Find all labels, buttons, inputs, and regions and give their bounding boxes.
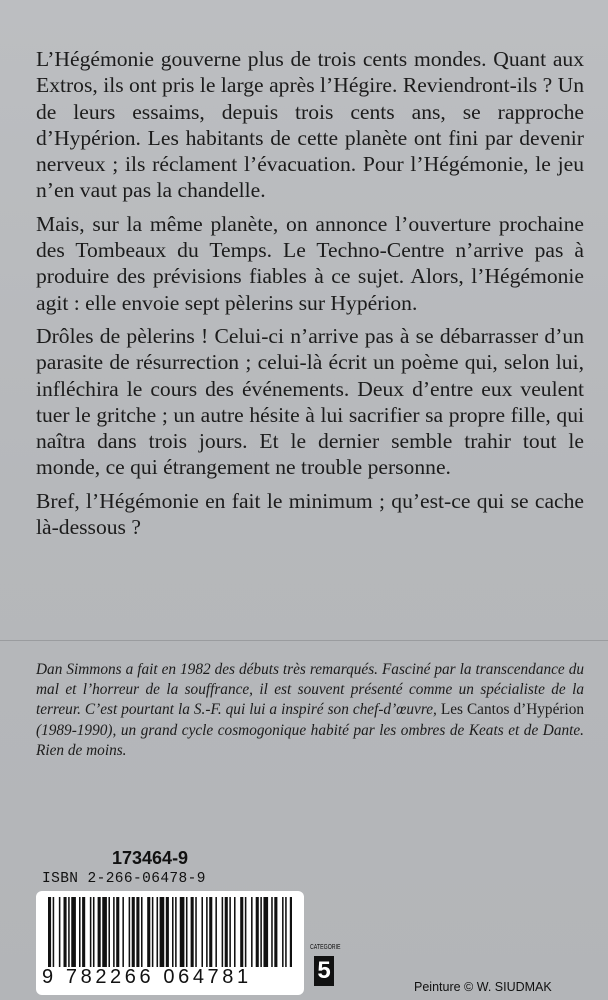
barcode-bar (245, 897, 247, 967)
barcode-label (36, 891, 304, 995)
barcode-bar (122, 897, 124, 967)
barcode-bar (98, 897, 101, 967)
barcode-bar (116, 897, 119, 967)
synopsis-paragraph-3: Drôles de pèlerins ! Celui-ci n’arrive pas à se débarrasser d’un parasite de résurrection ; celui-là écrit un poème qui, selon lui, infléchira le cours des événements. Deux d’entre eux veulent tuer le gritche ; un autre hésite à lui sacrifier sa propre fille, qui naîtra dans trois jours. Et le dernier semble trahir tout le monde, ce qui étrangement ne trouble personne. (36, 323, 584, 480)
cycle-title: Les Cantos d’Hypérion (436, 701, 584, 719)
barcode-bar (172, 897, 174, 967)
cover-art-credit: Peinture © W. SIUDMAK (414, 980, 552, 994)
barcode-bar (186, 897, 188, 967)
barcode-bar (285, 897, 287, 967)
barcode-graphic (48, 897, 292, 969)
barcode-bar (64, 897, 67, 967)
author-bio-text: Dan Simmons a fait en 1982 des débuts très remarqués. Fasciné par la transcendance du mal et l’horreur de la souffrance, il est souvent présenté comme un spécialiste de la terreur. C’est pourtant la S.-F. qui lui a inspiré son chef-d’œuvre, (36, 661, 584, 719)
barcode-bar (141, 897, 143, 967)
barcode-bar (191, 897, 194, 967)
barcode-bar (152, 897, 154, 967)
barcode-bar (68, 897, 70, 967)
section-divider (0, 640, 608, 641)
barcode-bar (53, 897, 55, 967)
barcode-bar (93, 897, 95, 967)
barcode-bar (90, 897, 92, 967)
barcode-bar (102, 897, 107, 967)
barcode-bar (222, 897, 224, 967)
barcode-bar (48, 897, 51, 967)
ean-digits: 9 782266 064781 (42, 966, 252, 988)
barcode-bar (256, 897, 259, 967)
barcode-bar (113, 897, 115, 967)
barcode-bar (271, 897, 273, 967)
category-label: CATEGORIE (310, 944, 341, 951)
barcode-bar (225, 897, 228, 967)
barcode-bar (166, 897, 169, 967)
isbn-number: ISBN 2-266-06478-9 (42, 871, 206, 887)
barcode-bar (129, 897, 131, 967)
barcode-bar (290, 897, 292, 967)
barcode-bar (209, 897, 212, 967)
barcode-bar (59, 897, 61, 967)
barcode-bar (136, 897, 139, 967)
barcode-bar (240, 897, 243, 967)
barcode-bar (229, 897, 231, 967)
synopsis-paragraph-2: Mais, sur la même planète, on annonce l’ouverture prochaine des Tombeaux du Temps. Le Techno-Centre n’arrive pas à produire des prévisions fiables à ce sujet. Alors, l’Hégémonie agit : elle envoie sept pèlerins sur Hypérion. (36, 211, 584, 315)
barcode-bar (215, 897, 217, 967)
synopsis-paragraph-4: Bref, l’Hégémonie en fait le minimum ; qu’est-ce qui se cache là-dessous ? (36, 488, 584, 540)
barcode-bar (160, 897, 165, 967)
synopsis-paragraph-1: L’Hégémonie gouverne plus de trois cents mondes. Quant aux Extros, ils ont pris le large après l’Hégire. Reviendront-ils ? Un de leurs essaims, depuis trois cents ans, se rapproche d’Hypérion. Les habitants de cette planète ont fini par devenir nerveux ; ils réclament l’évacuation. Pour l’Hégémonie, le jeu n’en vaut pas la chandelle. (36, 47, 584, 203)
barcode-bar (82, 897, 85, 967)
barcode-bar (201, 897, 203, 967)
barcode-bar (234, 897, 236, 967)
barcode-bar (206, 897, 208, 967)
barcode-bar (263, 897, 268, 967)
barcode-bar (260, 897, 262, 967)
author-bio-text-end: (1989-1990), un grand cycle cosmogonique habité par les ombres de Keats et de Dante. Rien de moins. (36, 721, 584, 759)
barcode-bar (71, 897, 76, 967)
barcode-bar (79, 897, 81, 967)
barcode-bar (195, 897, 197, 967)
barcode-bar (180, 897, 185, 967)
synopsis (36, 46, 584, 547)
barcode-bar (282, 897, 284, 967)
product-code: 173464-9 (112, 848, 189, 868)
author-bio (36, 660, 584, 761)
barcode-bar (108, 897, 110, 967)
barcode-bar (274, 897, 277, 967)
category-badge: 5 (314, 956, 334, 986)
barcode-bar (132, 897, 135, 967)
barcode-bar (147, 897, 150, 967)
barcode-bar (157, 897, 159, 967)
barcode-bar (251, 897, 253, 967)
barcode-bar (175, 897, 177, 967)
